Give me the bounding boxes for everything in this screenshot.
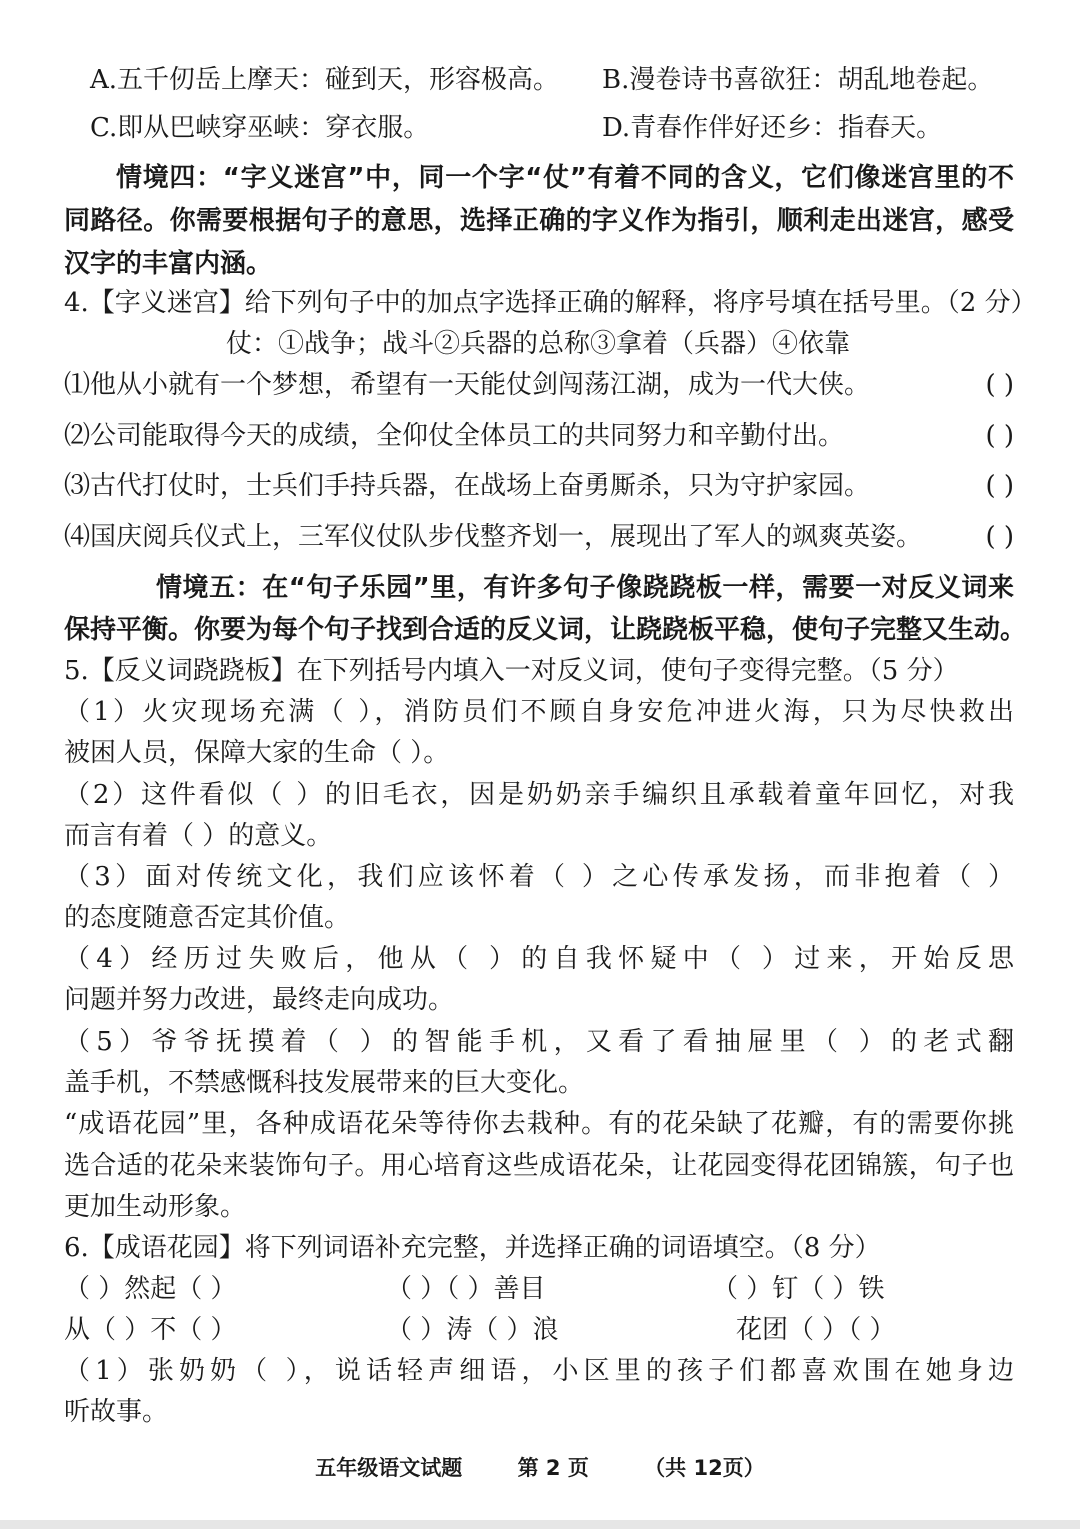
scene5-line: 保持平衡。你要为每个句子找到合适的反义词，让跷跷板平稳，使句子完整又生动。: [64, 615, 1027, 645]
scene6-line: 选合适的花朵来装饰句子。用心培育这些成语花朵，让花园变得花团锦簇，句子也: [64, 1151, 1014, 1181]
answer-blank[interactable]: ( ): [985, 421, 1014, 451]
q5-line: 的态度随意否定其价值。: [64, 903, 351, 933]
q6-sentence: 听故事。: [64, 1397, 169, 1427]
footer-subject: 五年级语文试题: [315, 1456, 463, 1480]
q4-item-text: ⑶古代打仗时，士兵们手持兵器，在战场上奋勇厮杀，只为守护家园。: [64, 471, 871, 501]
footer-page: 第 2 页: [517, 1456, 589, 1480]
q5-line: 被困人员，保障大家的生命（ ）。: [64, 738, 450, 768]
q4-item: [64, 466, 1014, 506]
question-4-title: 4.【字义迷宫】给下列句子中的加点字选择正确的解释，将序号填在括号里。（2 分）: [64, 288, 1037, 318]
q5-line: 盖手机，不禁感慨科技发展带来的巨大变化。: [64, 1068, 585, 1098]
answer-blank[interactable]: ( ): [985, 471, 1014, 501]
bottom-edge: [0, 1520, 1080, 1529]
q5-line: （3）面对传统文化，我们应该怀着（ ）之心传承发扬，而非抱着（ ）: [64, 862, 1014, 892]
q4-item-text: ⑴他从小就有一个梦想，希望有一天能仗剑闯荡江湖，成为一代大侠。: [64, 370, 871, 400]
q4-item: [64, 416, 1014, 456]
answer-blank[interactable]: ( ): [985, 370, 1014, 400]
q5-line: 而言有着（ ）的意义。: [64, 821, 333, 851]
q5-line: （1）火灾现场充满（ ），消防员们不顾自身安危冲进火海，只为尽快救出: [64, 697, 1014, 727]
q4-item-text: ⑷国庆阅兵仪式上，三军仪仗队步伐整齐划一，展现出了军人的飒爽英姿。: [64, 522, 923, 552]
scene5-line: 情境五：在“句子乐园”里，有许多句子像跷跷板一样，需要一对反义词来: [156, 573, 1014, 603]
q4-meanings: 仗：①战争；战斗②兵器的总称③拿着（兵器）④依靠: [226, 329, 851, 359]
scene4-line: 同路径。你需要根据句子的意思，选择正确的字义作为指引，顺利走出迷宫，感受: [64, 206, 1014, 236]
q4-item: [64, 365, 1014, 405]
idiom-row: [64, 1269, 1014, 1309]
q5-line: （5）爷爷抚摸着（ ）的智能手机，又看了看抽屉里（ ）的老式翻: [64, 1027, 1014, 1057]
scene4-line: 情境四：“字义迷宫”中，同一个字“仗”有着不同的含义，它们像迷宫里的不: [116, 163, 1014, 193]
idiom-blank[interactable]: （ ）钉（ ）铁: [712, 1274, 885, 1304]
scene6-line: “成语花园”里，各种成语花朵等待你去栽种。有的花朵缺了花瓣，有的需要你挑: [64, 1109, 1014, 1139]
footer-total: （共 12页）: [644, 1456, 765, 1480]
q4-item-text: ⑵公司能取得今天的成绩，全仰仗全体员工的共同努力和辛勤付出。: [64, 421, 845, 451]
q5-line: （2）这件看似（ ）的旧毛衣，因是奶奶亲手编织且承载着童年回忆，对我: [64, 780, 1014, 810]
answer-blank[interactable]: ( ): [985, 522, 1014, 552]
scene6-line: 更加生动形象。: [64, 1192, 247, 1222]
option-a: A.五千仞岳上摩天：碰到天，形容极高。: [90, 65, 560, 95]
idiom-blank[interactable]: （ ）涛（ ）浪: [386, 1315, 559, 1345]
question-6-title: 6.【成语花园】将下列词语补充完整，并选择正确的词语填空。（8 分）: [64, 1233, 881, 1263]
option-b: B.漫卷诗书喜欲狂：胡乱地卷起。: [602, 65, 994, 95]
idiom-blank[interactable]: 从（ ）不（ ）: [64, 1315, 237, 1345]
option-c: C.即从巴峡穿巫峡：穿衣服。: [90, 113, 430, 143]
q6-sentence: （1）张奶奶（ ），说话轻声细语，小区里的孩子们都喜欢围在她身边: [64, 1356, 1014, 1386]
scene4-line: 汉字的丰富内涵。: [64, 249, 273, 279]
idiom-blank[interactable]: （ ）（ ）善目: [386, 1274, 546, 1304]
idiom-blank[interactable]: 花团（ ）（ ）: [736, 1315, 896, 1345]
q4-item: [64, 517, 1014, 557]
option-d: D.青春作伴好还乡：指春天。: [602, 113, 943, 143]
page-footer: [0, 1452, 1080, 1482]
q5-line: 问题并努力改进，最终走向成功。: [64, 985, 455, 1015]
question-5-title: 5.【反义词跷跷板】在下列括号内填入一对反义词，使句子变得完整。（5 分）: [64, 656, 959, 686]
idiom-blank[interactable]: （ ）然起（ ）: [64, 1274, 237, 1304]
q5-line: （4）经历过失败后，他从（ ）的自我怀疑中（ ）过来，开始反思: [64, 944, 1014, 974]
idiom-row: [64, 1310, 1014, 1350]
